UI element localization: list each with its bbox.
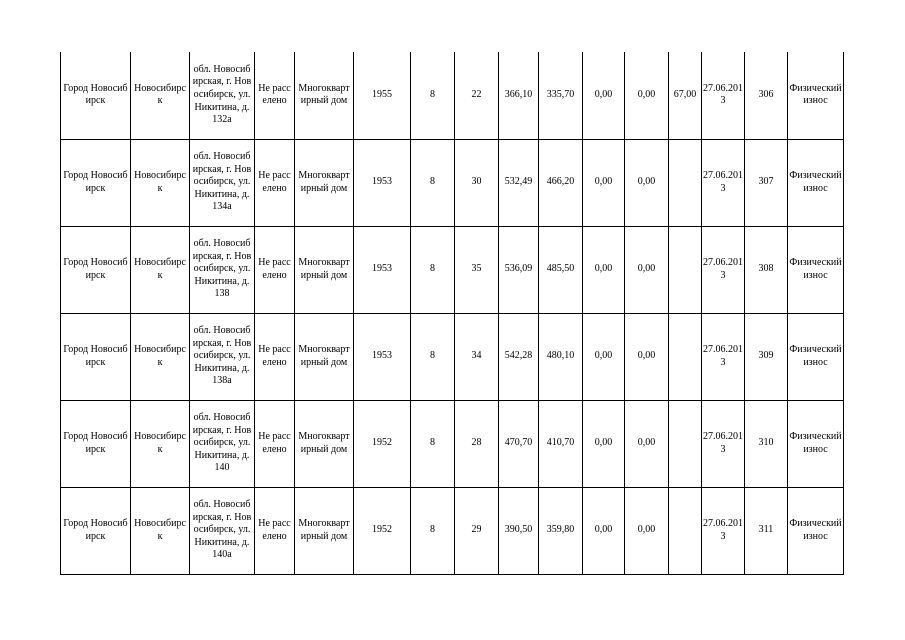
living-area-cell: 410,70 xyxy=(539,400,583,487)
decision-number-cell: 309 xyxy=(745,313,788,400)
municipality-cell: Новосибирск xyxy=(131,139,190,226)
reason-cell: Физический износ xyxy=(788,313,844,400)
table-row xyxy=(61,52,844,139)
resettled-status-cell: Не расселено xyxy=(255,139,295,226)
area-value-cell: 67,00 xyxy=(669,52,702,139)
year-built-cell: 1953 xyxy=(354,139,411,226)
year-built-cell: 1952 xyxy=(354,400,411,487)
decision-number-cell: 307 xyxy=(745,139,788,226)
total-area-cell: 536,09 xyxy=(499,226,539,313)
reason-cell: Физический износ xyxy=(788,226,844,313)
area-value-cell: 0,00 xyxy=(625,139,669,226)
address-cell: обл. Новосибирская, г. Новосибирск, ул. Никитина, д. 134а xyxy=(190,139,255,226)
area-value-cell: 0,00 xyxy=(583,52,625,139)
city-cell: Город Новосибирск xyxy=(61,487,131,574)
address-cell: обл. Новосибирская, г. Новосибирск, ул. Никитина, д. 132а xyxy=(190,52,255,139)
table-row xyxy=(61,139,844,226)
area-value-cell xyxy=(669,313,702,400)
house-type-cell: Многоквартирный дом xyxy=(295,400,354,487)
reason-cell: Физический износ xyxy=(788,400,844,487)
city-cell: Город Новосибирск xyxy=(61,226,131,313)
city-cell: Город Новосибирск xyxy=(61,313,131,400)
table-body xyxy=(61,52,844,574)
municipality-cell: Новосибирск xyxy=(131,487,190,574)
living-area-cell: 335,70 xyxy=(539,52,583,139)
decision-date-cell: 27.06.2013 xyxy=(702,487,745,574)
residents-cell: 29 xyxy=(455,487,499,574)
resettled-status-cell: Не расселено xyxy=(255,487,295,574)
residents-cell: 28 xyxy=(455,400,499,487)
address-cell: обл. Новосибирская, г. Новосибирск, ул. Никитина, д. 140 xyxy=(190,400,255,487)
municipality-cell: Новосибирск xyxy=(131,226,190,313)
area-value-cell xyxy=(669,226,702,313)
area-value-cell: 0,00 xyxy=(583,313,625,400)
area-value-cell xyxy=(669,139,702,226)
address-cell: обл. Новосибирская, г. Новосибирск, ул. Никитина, д. 140а xyxy=(190,487,255,574)
house-type-cell: Многоквартирный дом xyxy=(295,52,354,139)
area-value-cell: 0,00 xyxy=(583,400,625,487)
residents-cell: 34 xyxy=(455,313,499,400)
area-value-cell xyxy=(669,400,702,487)
decision-number-cell: 306 xyxy=(745,52,788,139)
decision-date-cell: 27.06.2013 xyxy=(702,400,745,487)
resettled-status-cell: Не расселено xyxy=(255,226,295,313)
area-value-cell: 0,00 xyxy=(625,226,669,313)
year-built-cell: 1953 xyxy=(354,313,411,400)
area-value-cell xyxy=(669,487,702,574)
residents-cell: 30 xyxy=(455,139,499,226)
decision-number-cell: 311 xyxy=(745,487,788,574)
reason-cell: Физический износ xyxy=(788,487,844,574)
living-area-cell: 466,20 xyxy=(539,139,583,226)
area-value-cell: 0,00 xyxy=(625,400,669,487)
reason-cell: Физический износ xyxy=(788,139,844,226)
table-row xyxy=(61,226,844,313)
resettled-status-cell: Не расселено xyxy=(255,52,295,139)
municipality-cell: Новосибирск xyxy=(131,313,190,400)
decision-date-cell: 27.06.2013 xyxy=(702,139,745,226)
area-value-cell: 0,00 xyxy=(583,226,625,313)
area-value-cell: 0,00 xyxy=(583,139,625,226)
area-value-cell: 0,00 xyxy=(625,487,669,574)
city-cell: Город Новосибирск xyxy=(61,139,131,226)
city-cell: Город Новосибирск xyxy=(61,52,131,139)
count-cell: 8 xyxy=(411,139,455,226)
count-cell: 8 xyxy=(411,400,455,487)
decision-date-cell: 27.06.2013 xyxy=(702,226,745,313)
decision-date-cell: 27.06.2013 xyxy=(702,52,745,139)
residents-cell: 35 xyxy=(455,226,499,313)
count-cell: 8 xyxy=(411,313,455,400)
house-type-cell: Многоквартирный дом xyxy=(295,226,354,313)
resettled-status-cell: Не расселено xyxy=(255,400,295,487)
total-area-cell: 542,28 xyxy=(499,313,539,400)
table-row xyxy=(61,313,844,400)
emergency-housing-table xyxy=(60,52,844,575)
area-value-cell: 0,00 xyxy=(625,52,669,139)
total-area-cell: 470,70 xyxy=(499,400,539,487)
area-value-cell: 0,00 xyxy=(583,487,625,574)
address-cell: обл. Новосибирская, г. Новосибирск, ул. Никитина, д. 138а xyxy=(190,313,255,400)
total-area-cell: 366,10 xyxy=(499,52,539,139)
table-row xyxy=(61,400,844,487)
address-cell: обл. Новосибирская, г. Новосибирск, ул. Никитина, д. 138 xyxy=(190,226,255,313)
year-built-cell: 1952 xyxy=(354,487,411,574)
count-cell: 8 xyxy=(411,487,455,574)
resettled-status-cell: Не расселено xyxy=(255,313,295,400)
living-area-cell: 359,80 xyxy=(539,487,583,574)
year-built-cell: 1955 xyxy=(354,52,411,139)
decision-number-cell: 310 xyxy=(745,400,788,487)
count-cell: 8 xyxy=(411,226,455,313)
table-row xyxy=(61,487,844,574)
area-value-cell: 0,00 xyxy=(625,313,669,400)
living-area-cell: 480,10 xyxy=(539,313,583,400)
total-area-cell: 390,50 xyxy=(499,487,539,574)
house-type-cell: Многоквартирный дом xyxy=(295,487,354,574)
house-type-cell: Многоквартирный дом xyxy=(295,313,354,400)
house-type-cell: Многоквартирный дом xyxy=(295,139,354,226)
decision-date-cell: 27.06.2013 xyxy=(702,313,745,400)
municipality-cell: Новосибирск xyxy=(131,400,190,487)
residents-cell: 22 xyxy=(455,52,499,139)
living-area-cell: 485,50 xyxy=(539,226,583,313)
count-cell: 8 xyxy=(411,52,455,139)
city-cell: Город Новосибирск xyxy=(61,400,131,487)
year-built-cell: 1953 xyxy=(354,226,411,313)
reason-cell: Физический износ xyxy=(788,52,844,139)
total-area-cell: 532,49 xyxy=(499,139,539,226)
decision-number-cell: 308 xyxy=(745,226,788,313)
municipality-cell: Новосибирск xyxy=(131,52,190,139)
